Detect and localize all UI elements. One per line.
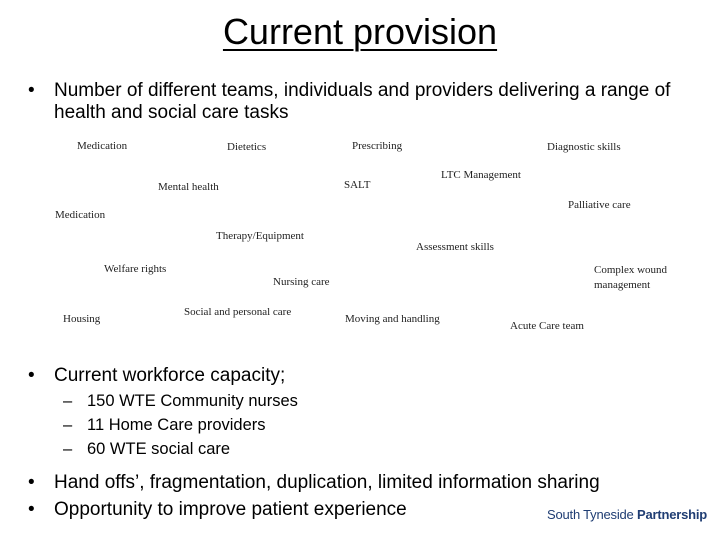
logo-text-part1: South Tyneside [547, 507, 637, 522]
task-label-social-personal-care: Social and personal care [184, 306, 292, 318]
task-label-housing: Housing [63, 313, 101, 325]
bullet-marker: • [28, 365, 35, 386]
dash-marker: – [63, 416, 73, 434]
task-label-complex-wound-management: Complex wound management [594, 264, 668, 291]
task-label-dietetics: Dietetics [227, 141, 267, 153]
task-label-diagnostic-skills: Diagnostic skills [547, 141, 621, 153]
task-label-moving-handling: Moving and handling [345, 313, 440, 325]
task-label-palliative-care: Palliative care [568, 199, 631, 211]
task-label-medication: Medication [77, 140, 128, 152]
bullet-marker: • [28, 80, 35, 101]
task-label-salt: SALT [344, 179, 371, 191]
intro-bullet-text: Number of different teams, individuals and providers delivering a range of health and social care tasks [54, 80, 671, 123]
workforce-item-text: 60 WTE social care [87, 440, 231, 458]
logo-text-part2: Partnership [637, 507, 708, 522]
task-label-ltc-management: LTC Management [441, 169, 521, 181]
partnership-logo [547, 507, 707, 522]
page-title: Current provision [222, 11, 498, 52]
task-label-acute-care-team: Acute Care team [510, 320, 584, 332]
task-label-therapy-equipment: Therapy/Equipment [216, 230, 304, 242]
dash-marker: – [63, 392, 73, 410]
workforce-heading: Current workforce capacity; [54, 365, 286, 386]
bullet-marker: • [28, 499, 35, 520]
dash-marker: – [63, 440, 73, 458]
task-label-mental-health: Mental health [158, 181, 219, 193]
task-label-welfare-rights: Welfare rights [104, 263, 167, 275]
closing-bullet-text: Hand offs’, fragmentation, duplication, limited information sharing [54, 472, 600, 493]
workforce-item-text: 150 WTE Community nurses [87, 392, 298, 410]
task-label-prescribing: Prescribing [352, 140, 403, 152]
bullet-marker: • [28, 472, 35, 493]
workforce-item-text: 11 Home Care providers [87, 416, 266, 434]
task-label-assessment-skills: Assessment skills [416, 241, 494, 253]
task-label-medication-2: Medication [55, 209, 106, 221]
closing-bullet-text: Opportunity to improve patient experience [54, 499, 407, 520]
task-label-nursing-care: Nursing care [273, 276, 330, 288]
